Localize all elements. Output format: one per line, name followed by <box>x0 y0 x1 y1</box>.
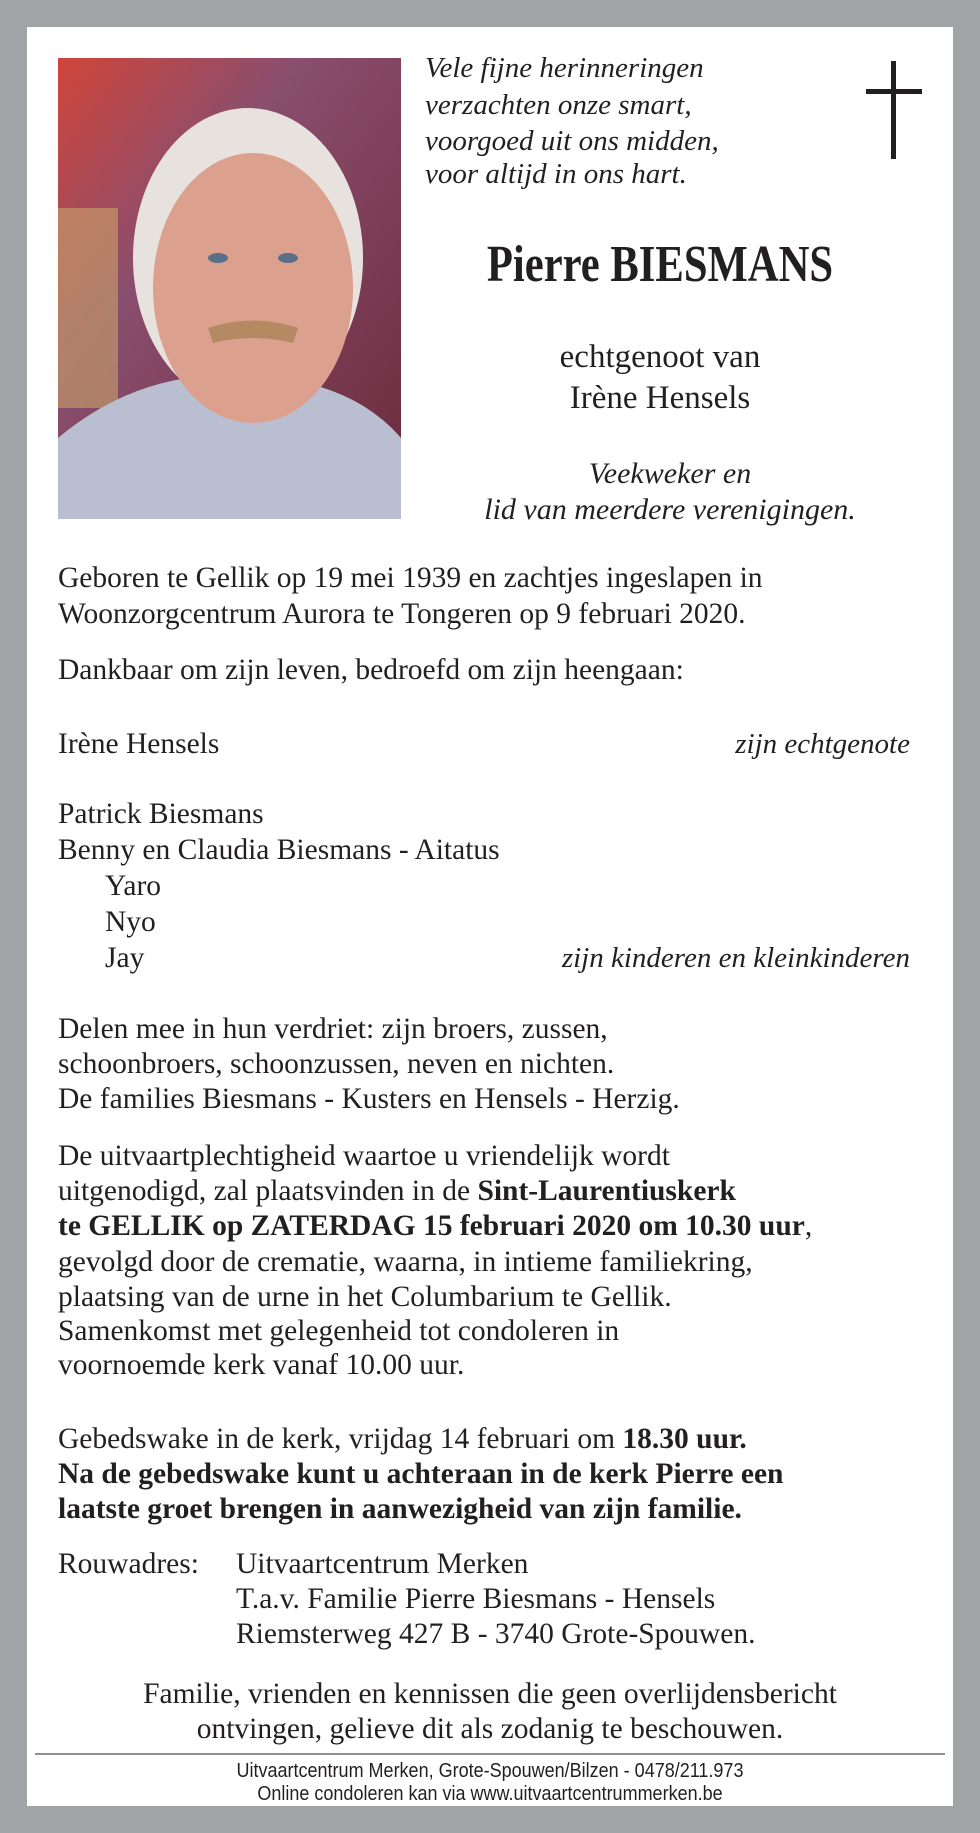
grandchild-name: Jay <box>105 942 145 974</box>
church-name: Sint-Laurentiuskerk <box>477 1175 736 1207</box>
spouse-line: Irène Hensels <box>569 380 751 416</box>
description-line: Veekweker en <box>588 457 752 490</box>
vigil-line: laatste groet brengen in aanwezigheid van zijn familie. <box>58 1493 742 1525</box>
vigil-text: Gebedswake in de kerk, vrijdag 14 februari om <box>58 1423 623 1455</box>
grateful-line: Dankbaar om zijn leven, bedroefd om zijn heengaan: <box>58 654 684 686</box>
sharing-line: schoonbroers, schoonzussen, neven en nichten. <box>58 1048 615 1080</box>
footer-line: Online condoleren kan via www.uitvaartcentrummerken.be <box>257 1783 723 1805</box>
footer-divider <box>35 1753 945 1755</box>
sharing-line: De families Biesmans - Kusters en Hensels - Herzig. <box>58 1083 680 1115</box>
spouse-name: Irène Hensels <box>58 728 220 760</box>
funeral-text: uitgenodigd, zal plaatsvinden in de <box>58 1175 478 1207</box>
spouse-role: zijn echtgenote <box>735 728 910 760</box>
children-role: zijn kinderen en kleinkinderen <box>561 942 910 974</box>
birth-death-line: Geboren te Gellik op 19 mei 1939 en zachtjes ingeslapen in <box>58 562 763 594</box>
vigil-line <box>58 1423 747 1456</box>
cross-icon <box>866 61 922 159</box>
funeral-line: gevolgd door de crematie, waarna, in intieme familiekring, <box>58 1246 753 1278</box>
funeral-text: , <box>804 1210 813 1242</box>
grandchild-name: Yaro <box>105 870 162 902</box>
poem-line: Vele fijne herinneringen <box>425 52 704 84</box>
deceased-name: Pierre BIESMANS <box>486 236 834 293</box>
birth-death-line: Woonzorgcentrum Aurora te Tongeren op 9 februari 2020. <box>58 598 746 630</box>
funeral-datetime: te GELLIK op ZATERDAG 15 februari 2020 om 10.30 uur <box>58 1210 805 1242</box>
funeral-line: De uitvaartplechtigheid waartoe u vriendelijk wordt <box>58 1140 670 1172</box>
address-label: Rouwadres: <box>58 1548 199 1580</box>
child-name: Patrick Biesmans <box>58 798 264 830</box>
funeral-line <box>58 1210 812 1243</box>
funeral-line <box>58 1175 736 1208</box>
description-line: lid van meerdere verenigingen. <box>484 493 856 526</box>
vigil-line: Na de gebedswake kunt u achteraan in de kerk Pierre een <box>58 1458 784 1490</box>
funeral-line: voornoemde kerk vanaf 10.00 uur. <box>58 1349 465 1381</box>
child-name: Benny en Claudia Biesmans - Aitatus <box>58 834 500 866</box>
portrait-photo <box>58 58 401 519</box>
address-line: Riemsterweg 427 B - 3740 Grote-Spouwen. <box>236 1618 756 1650</box>
notice-line: ontvingen, gelieve dit als zodanig te beschouwen. <box>196 1713 784 1745</box>
poem-line: voorgoed uit ons midden, <box>425 125 719 157</box>
footer-line: Uitvaartcentrum Merken, Grote-Spouwen/Bilzen - 0478/211.973 <box>236 1760 744 1782</box>
grandchild-name: Nyo <box>105 906 156 938</box>
funeral-line: Samenkomst met gelegenheid tot condoleren in <box>58 1315 620 1347</box>
sharing-line: Delen mee in hun verdriet: zijn broers, zussen, <box>58 1013 608 1045</box>
vigil-time: 18.30 uur. <box>622 1423 747 1455</box>
notice-line: Familie, vrienden en kennissen die geen overlijdensbericht <box>143 1678 837 1710</box>
address-line: Uitvaartcentrum Merken <box>236 1548 529 1580</box>
address-line: T.a.v. Familie Pierre Biesmans - Hensels <box>236 1583 716 1615</box>
funeral-line: plaatsing van de urne in het Columbarium te Gellik. <box>58 1281 672 1313</box>
poem-line: voor altijd in ons hart. <box>425 158 687 190</box>
poem-line: verzachten onze smart, <box>425 89 692 121</box>
spouse-line: echtgenoot van <box>559 339 761 375</box>
